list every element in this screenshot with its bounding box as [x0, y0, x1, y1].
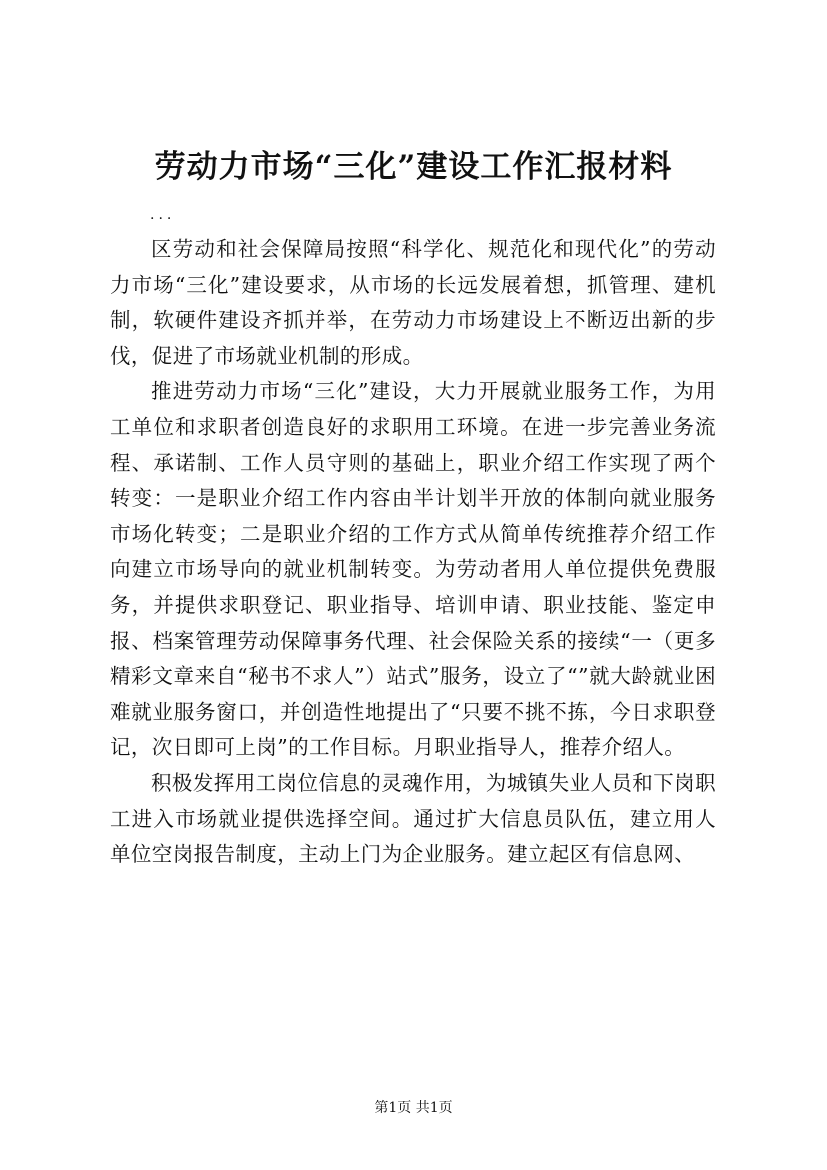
document-body: [110, 232, 716, 873]
paragraph-3: 积极发挥用工岗位信息的灵魂作用，为城镇失业人员和下岗职工进入市场就业提供选择空间。通过扩大信息员队伍，建立用人单位空岗报告制度，主动上门为企业服务。建立起区有信息网、: [110, 770, 716, 867]
ellipsis-marker: ...: [150, 207, 176, 223]
paragraph-2: 推进劳动力市场“三化”建设，大力开展就业服务工作，为用工单位和求职者创造良好的求职用工环境。在进一步完善业务流程、承诺制、工作人员守则的基础上，职业介绍工作实现了两个转变：一是职业介绍工作内容由半计划半开放的体制向就业服务市场化转变；二是职业介绍的工作方式从简单传统推荐介绍工作向建立市场导向的就业机制转变。为劳动者用人单位提供免费服务，并提供求职登记、职业指导、培训申请、职业技能、鉴定申报、档案管理劳动保障事务代理、社会保险关系的接续“一（更多精彩文章来自“秘书不求人”）站式”服务，设立了“”就大龄就业困难就业服务窗口，并创造性地提出了“只要不挑不拣，今日求职登记，次日即可上岗”的工作目标。月职业指导人，推荐介绍人。: [110, 379, 716, 760]
page-footer: 第1页 共1页: [374, 1100, 453, 1116]
document-title: 劳动力市场“三化”建设工作汇报材料: [154, 149, 673, 185]
paragraph-1: 区劳动和社会保障局按照“科学化、规范化和现代化”的劳动力市场“三化”建设要求，从市场的长远发展着想，抓管理、建机制，软硬件建设齐抓并举，在劳动力市场建设上不断迈出新的步伐，促进了市场就业机制的形成。: [110, 237, 716, 368]
